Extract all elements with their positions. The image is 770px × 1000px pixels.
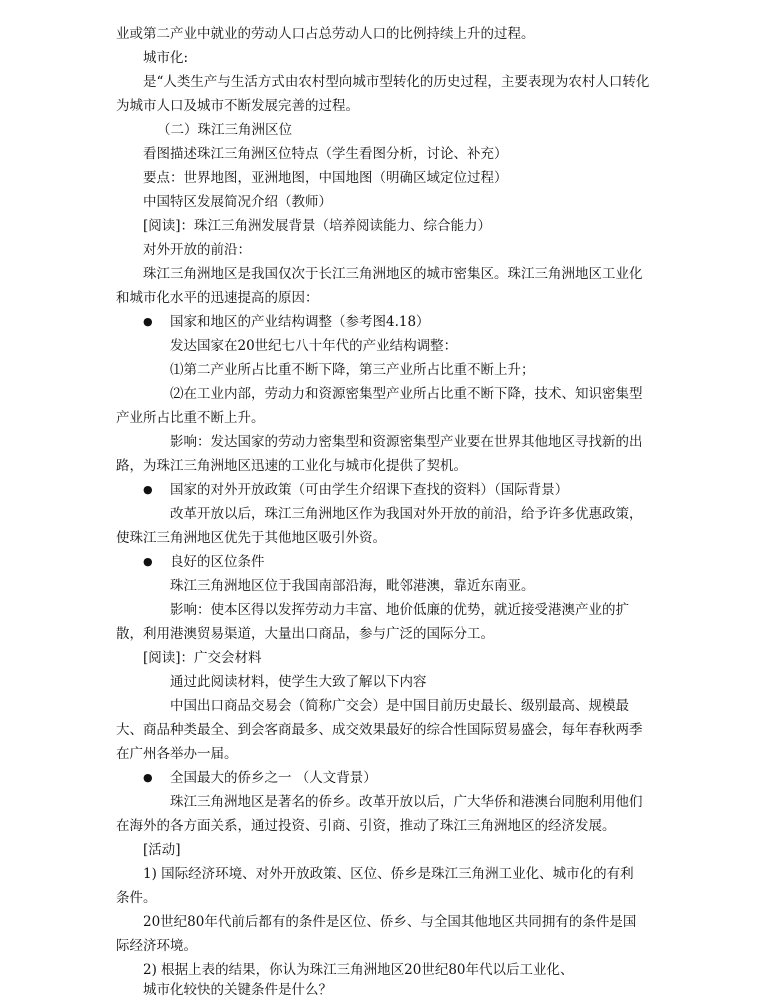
bullet-heading: 国家的对外开放政策（可由学生介绍课下查找的资料）（国际背景） (170, 482, 569, 498)
bullet-icon: ● (143, 771, 153, 784)
text-line: 条件。 (116, 890, 157, 906)
text-line: 在海外的各方面关系，通过投资、引商、引资，推动了珠江三角洲地区的经济发展。 (116, 818, 616, 834)
text-line: 散，利用港澳贸易渠道，大量出口商品，参与广泛的国际分工。 (116, 626, 494, 642)
text-line: ⑴第二产业所占比重不断下降，第三产业所占比重不断上升； (170, 362, 535, 378)
text-line: [阅读]：珠江三角洲发展背景（培养阅读能力、综合能力） (143, 218, 492, 234)
text-line: 产业所占比重不断上升。 (116, 410, 265, 426)
text-line: 城市化较快的关键条件是什么？ (143, 982, 332, 998)
bullet-heading: 良好的区位条件 (170, 554, 265, 570)
text-line: 影响：使本区得以发挥劳动力丰富、地价低廉的优势，就近接受港澳产业的扩 (170, 602, 629, 618)
text-line: [活动] (143, 842, 181, 858)
text-line: ⑵在工业内部，劳动力和资源密集型产业所占比重不断下降，技术、知识密集型 (170, 386, 643, 402)
text-line: 际经济环境。 (116, 938, 197, 954)
text-line: 和城市化水平的迅速提高的原因： (116, 290, 319, 306)
text-line: 珠江三角洲地区是我国仅次于长江三角洲地区的城市密集区。珠江三角洲地区工业化 (143, 266, 643, 282)
text-line: 发达国家在20世纪七八十年代的产业结构调整： (170, 338, 458, 354)
text-line: 中国出口商品交易会（简称广交会）是中国目前历史最长、级别最高、规模最 (170, 698, 629, 714)
text-line: 改革开放以后，珠江三角洲地区作为我国对外开放的前沿，给予许多优惠政策， (170, 506, 643, 522)
text-line: 城市化: (143, 50, 189, 66)
text-line: 要点：世界地图，亚洲地图，中国地图（明确区域定位过程） (143, 170, 508, 186)
text-line: 为城市人口及城市不断发展完善的过程。 (116, 98, 359, 114)
text-line: 2) 根据上表的结果，你认为珠江三角洲地区20世纪80年代以后工业化、 (143, 962, 574, 978)
bullet-icon: ● (143, 483, 153, 496)
text-line: 影响：发达国家的劳动力密集型和资源密集型产业要在世界其他地区寻找新的出 (170, 434, 643, 450)
text-line: 使珠江三角洲地区优先于其他地区吸引外资。 (116, 530, 386, 546)
text-line: 在广州各举办一届。 (116, 746, 238, 762)
text-line: 路，为珠江三角洲地区迅速的工业化与城市化提供了契机。 (116, 458, 467, 474)
bullet-heading: 国家和地区的产业结构调整（参考图4.18） (170, 314, 430, 330)
bullet-icon: ● (143, 315, 153, 328)
text-line: 是“人类生产与生活方式由农村型向城市型转化的历史过程，主要表现为农村人口转化 (143, 74, 650, 90)
text-line: 看图描述珠江三角洲区位特点（学生看图分析，讨论、补充） (143, 146, 508, 162)
text-line: 对外开放的前沿： (143, 242, 251, 258)
text-line: [阅读]：广交会材料 (143, 650, 262, 666)
text-line: 珠江三角洲地区位于我国南部沿海，毗邻港澳，靠近东南亚。 (170, 578, 535, 594)
text-line: 业或第二产业中就业的劳动人口占总劳动人口的比例持续上升的过程。 (116, 26, 535, 42)
section-heading: （二）珠江三角洲区位 (157, 122, 292, 138)
bullet-icon: ● (143, 555, 153, 568)
text-line: 中国特区发展简况介绍（教师） (143, 194, 332, 210)
text-line: 通过此阅读材料，使学生大致了解以下内容 (170, 674, 427, 690)
text-line: 珠江三角洲地区是著名的侨乡。改革开放以后，广大华侨和港澳台同胞利用他们 (170, 794, 643, 810)
bullet-heading: 全国最大的侨乡之一 （人文背景） (170, 770, 377, 786)
text-line: 1) 国际经济环境、对外开放政策、区位、侨乡是珠江三角洲工业化、城市化的有利 (143, 866, 634, 882)
text-line: 大、商品种类最全、到会客商最多、成交效果最好的综合性国际贸易盛会，每年春秋两季 (116, 722, 643, 738)
text-line: 20世纪80年代前后都有的条件是区位、侨乡、与全国其他地区共同拥有的条件是国 (143, 914, 637, 930)
